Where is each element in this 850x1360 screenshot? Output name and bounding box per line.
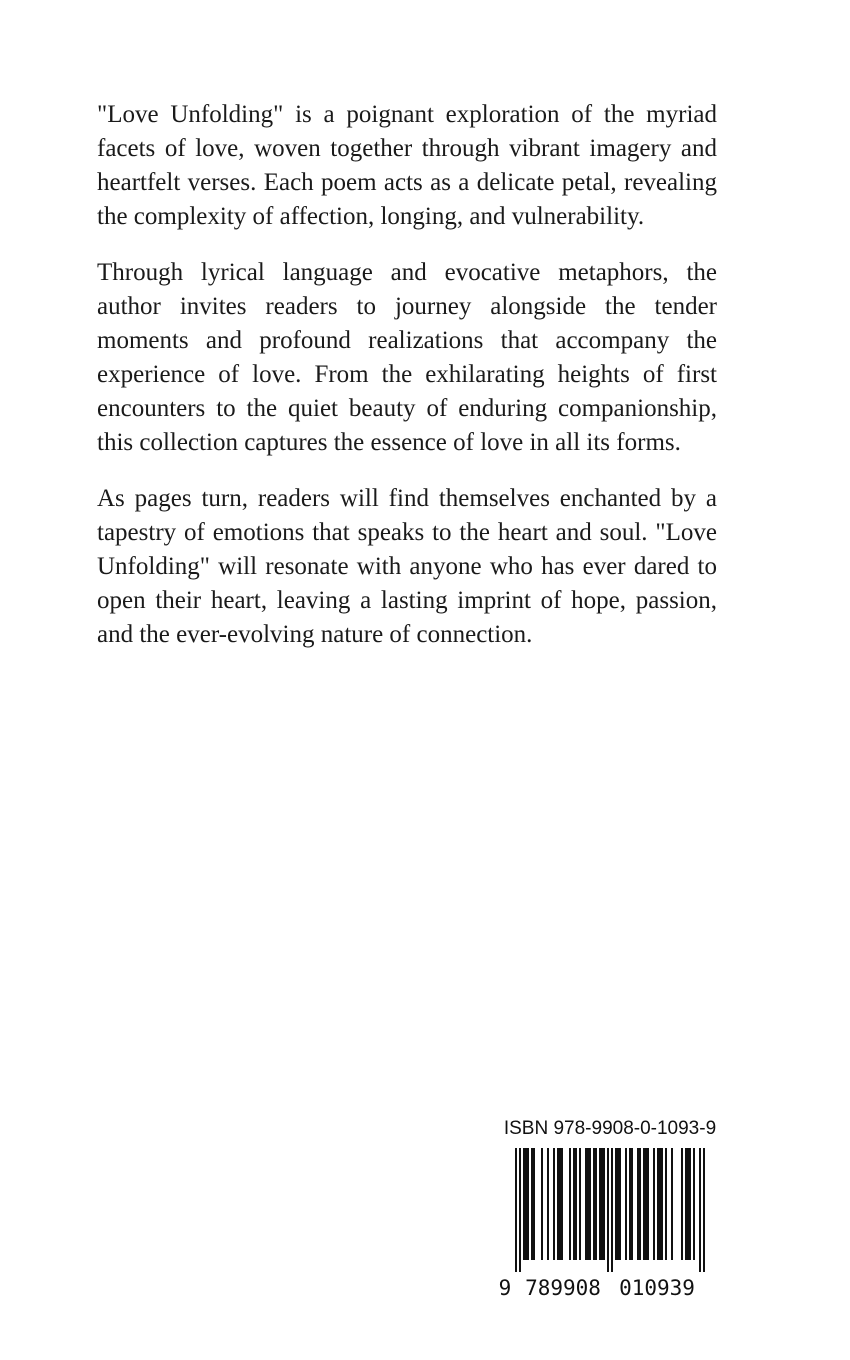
ean13-barcode	[497, 1148, 723, 1300]
blurb-paragraph: "Love Unfolding" is a poignant exploration of the myriad facets of love, woven together through vibrant imagery and heartfelt verses. Each poem acts as a delicate petal, revealing the complexity of affection, longing, and vulnerability.	[97, 101, 717, 230]
svg-text:9: 9	[498, 1276, 512, 1300]
isbn-block	[487, 1118, 733, 1300]
blurb-paragraph: As pages turn, readers will find themselves enchanted by a tapestry of emotions that speaks to the heart and soul. "Love Unfolding" will resonate with anyone who has ever dared to open their heart, leaving a lasting imprint of hope, passion, and the ever-evolving nature of connection.	[97, 485, 717, 648]
svg-text:789908: 789908	[525, 1276, 601, 1300]
book-description	[97, 98, 717, 674]
svg-text:010939: 010939	[619, 1276, 695, 1300]
blurb-paragraph: Through lyrical language and evocative metaphors, the author invites readers to journey alongside the tender moments and profound realizations that accompany the experience of love. From the exhilarating heights of first encounters to the quiet beauty of enduring companionship, this collection captures the essence of love in all its forms.	[97, 259, 717, 456]
isbn-number: ISBN 978-9908-0-1093-9	[503, 1118, 717, 1139]
